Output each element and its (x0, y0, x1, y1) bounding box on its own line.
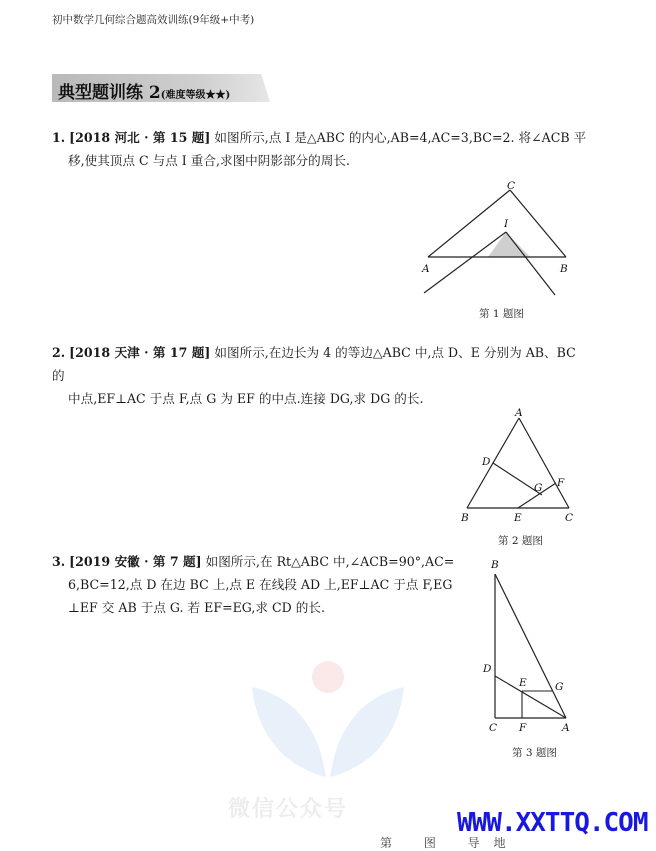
figure-2-label-d: D (482, 456, 491, 468)
problem-3-text-2: 6,BC=12,点 D 在边 BC 上,点 E 在线段 AD 上,EF⊥AC 于点 F,EG (68, 577, 453, 592)
figure-3-caption: 第 3 题图 (512, 747, 557, 759)
problem-3-text-3: ⊥EF 交 AB 于点 G. 若 EF=EG,求 CD 的长. (68, 600, 325, 615)
watermark-logo-icon (248, 655, 408, 785)
figure-1 (420, 180, 580, 300)
figure-2 (455, 404, 585, 524)
figure-1-label-a: A (422, 263, 430, 275)
problem-2-number: 2. (52, 345, 66, 360)
figure-2-label-c: C (565, 512, 574, 524)
figure-2-side-ac (519, 418, 569, 508)
problem-1-number: 1. (52, 130, 66, 145)
watermark-text: 微信公众号 (228, 797, 349, 822)
figure-2-label-g: G (534, 482, 543, 494)
figure-2-caption: 第 2 题图 (498, 535, 543, 547)
problem-2-source: [2018 天津 · 第 17 题] (69, 345, 211, 360)
problem-1 (52, 126, 592, 172)
section-difficulty: (难度等级★★) (160, 90, 231, 101)
problem-3-line-1 (52, 550, 472, 573)
problem-2 (52, 341, 592, 410)
problem-2-line-1 (52, 341, 592, 387)
figure-3-label-c: C (489, 722, 498, 734)
site-url-link[interactable]: WWW.XXTTQ.COM (457, 808, 648, 838)
problem-3-number: 3. (52, 554, 66, 569)
problem-3 (52, 550, 472, 619)
figure-3-label-g: G (555, 681, 564, 693)
figure-3-label-f: F (519, 722, 527, 734)
problem-1-source: [2018 河北 · 第 15 题] (69, 130, 211, 145)
problem-3-source: [2019 安徽 · 第 7 题] (69, 554, 202, 569)
figure-2-label-b: B (461, 512, 469, 524)
problem-1-line-1 (52, 126, 592, 149)
figure-1-translated-ray-right (506, 232, 555, 295)
figure-1-translated-ray-left (424, 232, 506, 293)
book-header: 初中数学几何综合题高效训练(9年级+中考) (52, 14, 255, 26)
figure-1-label-c: C (507, 180, 516, 192)
figure-3-label-a: A (562, 722, 570, 734)
problem-3-text-1: 如图所示,在 Rt△ABC 中,∠ACB=90°,AC= (201, 554, 455, 569)
problem-1-text-2: 移,使其顶点 C 与点 I 重合,求图中阴影部分的周长. (68, 153, 350, 168)
figure-3-label-b: B (491, 559, 499, 571)
figure-2-label-f: F (557, 477, 565, 489)
problem-2-text-1: 如图所示,在边长为 4 的等边△ABC 中,点 D、E 分别为 AB、BC 的 (52, 345, 576, 383)
figure-3 (478, 556, 578, 741)
problem-1-text-1: 如图所示,点 I 是△ABC 的内心,AB=4,AC=3,BC=2. 将∠ACB 平 (210, 130, 587, 145)
figure-1-label-i: I (504, 218, 509, 230)
figure-3-label-d: D (483, 663, 492, 675)
section-title (58, 78, 230, 103)
footer-text: 第 图 导地 (380, 836, 520, 850)
section-title-text: 典型题训练 2 (58, 83, 161, 103)
problem-2-text-2: 中点,EF⊥AC 于点 F,点 G 为 EF 的中点.连接 DG,求 DG 的长. (68, 391, 424, 406)
figure-3-label-e: E (519, 677, 527, 689)
figure-2-label-a: A (515, 407, 523, 419)
figure-2-label-e: E (514, 512, 522, 524)
figure-1-label-b: B (560, 263, 568, 275)
figure-1-caption: 第 1 题图 (479, 308, 524, 320)
